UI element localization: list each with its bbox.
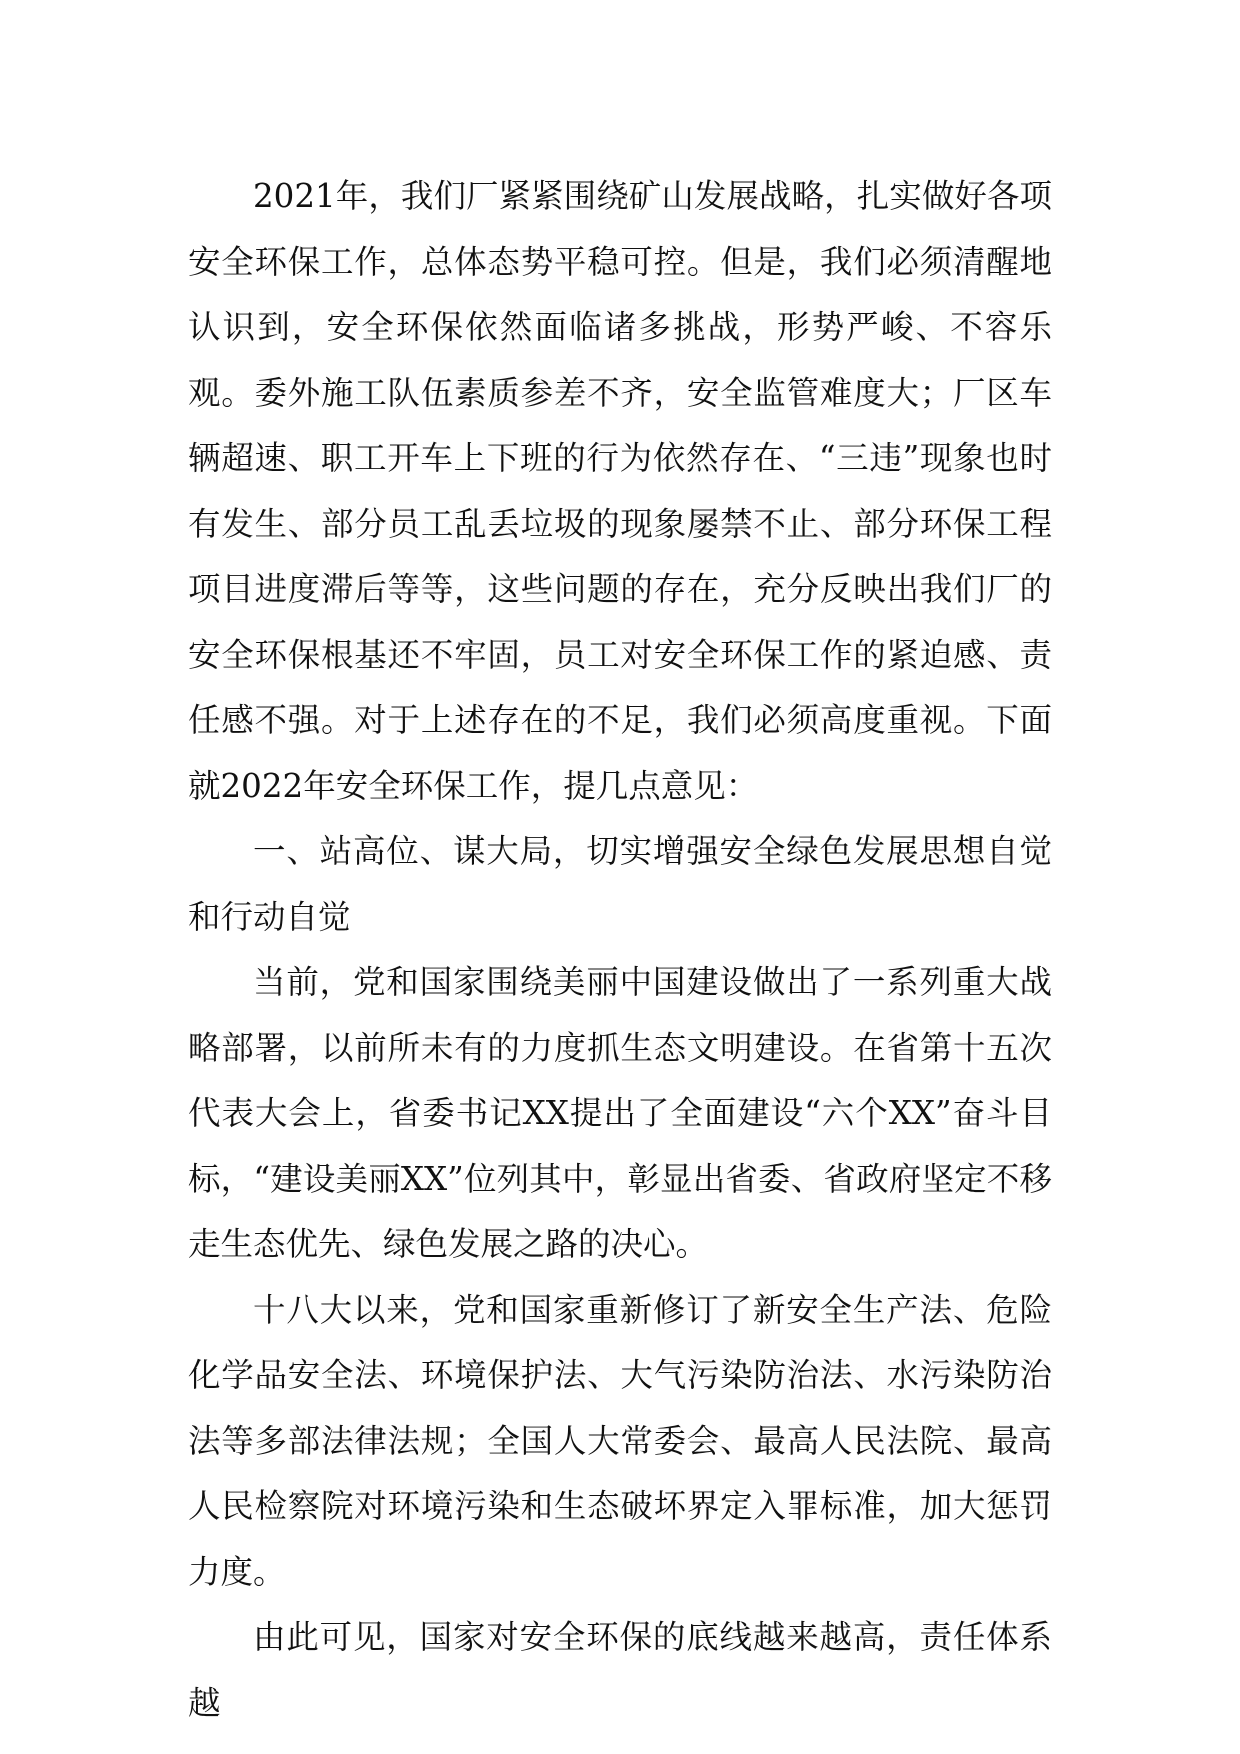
paragraph-intro: 2021年，我们厂紧紧围绕矿山发展战略，扎实做好各项安全环保工作，总体态势平稳可控。但是，我们必须清醒地认识到，安全环保依然面临诸多挑战，形势严峻、不容乐观。委外施工队伍素质参差不齐，安全监管难度大；厂区车辆超速、职工开车上下班的行为依然存在、“三违”现象也时有发生、部分员工乱丢垃圾的现象屡禁不止、部分环保工程项目进度滞后等等，这些问题的存在，充分反映出我们厂的安全环保根基还不牢固，员工对安全环保工作的紧迫感、责任感不强。对于上述存在的不足，我们必须高度重视。下面就2022年安全环保工作，提几点意见：	[188, 177, 1052, 805]
section-heading-1: 一、站高位、谋大局，切实增强安全绿色发展思想自觉和行动自觉	[188, 832, 1052, 936]
document-body	[188, 164, 1052, 1736]
paragraph-laws: 十八大以来，党和国家重新修订了新安全生产法、危险化学品安全法、环境保护法、大气污染防治法、水污染防治法等多部法律法规；全国人大常委会、最高人民法院、最高人民检察院对环境污染和生态破坏界定入罪标准，加大惩罚力度。	[188, 1290, 1052, 1591]
paragraph-conclusion: 由此可见，国家对安全环保的底线越来越高，责任体系越	[188, 1618, 1052, 1722]
paragraph-current-situation: 当前，党和国家围绕美丽中国建设做出了一系列重大战略部署，以前所未有的力度抓生态文明建设。在省第十五次代表大会上，省委书记XX提出了全面建设“六个XX”奋斗目标，“建设美丽XX”位列其中，彰显出省委、省政府坚定不移走生态优先、绿色发展之路的决心。	[188, 963, 1052, 1263]
